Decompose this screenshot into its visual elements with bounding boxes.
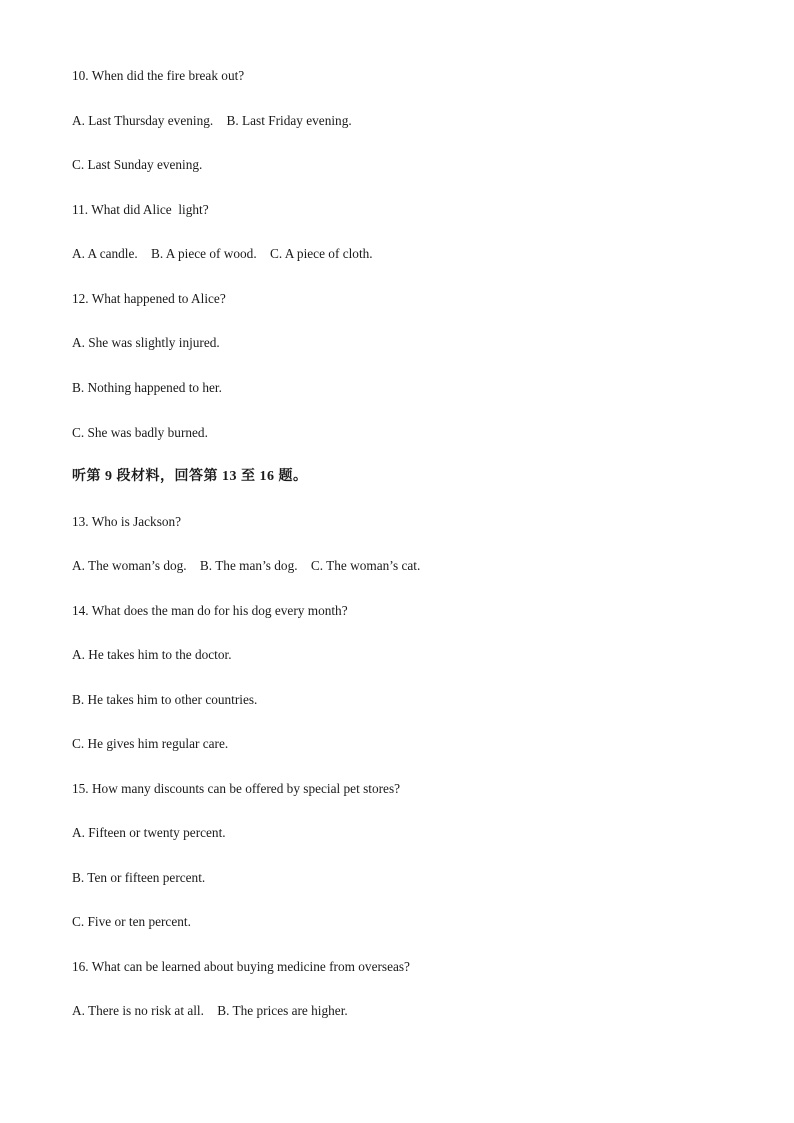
question-15: 15. How many discounts can be offered by special pet stores?	[72, 781, 401, 796]
option-12-c: C. She was badly burned.	[72, 425, 208, 440]
question-10: 10. When did the fire break out?	[72, 68, 245, 83]
option-12-a: A. She was slightly injured.	[72, 335, 220, 350]
option-14-c: C. He gives him regular care.	[72, 736, 229, 751]
option-14-a: A. He takes him to the doctor.	[72, 647, 232, 662]
options-10-ab: A. Last Thursday evening. B. Last Friday evening.	[72, 113, 352, 128]
option-10-c: C. Last Sunday evening.	[72, 157, 203, 172]
question-13: 13. Who is Jackson?	[72, 514, 182, 529]
option-15-b: B. Ten or fifteen percent.	[72, 870, 206, 885]
question-14: 14. What does the man do for his dog every month?	[72, 603, 348, 618]
options-16-ab: A. There is no risk at all. B. The prices are higher.	[72, 1003, 348, 1018]
question-16: 16. What can be learned about buying medicine from overseas?	[72, 959, 410, 974]
section-heading: 听第 9 段材料，回答第 13 至 16 题。	[72, 469, 308, 484]
question-11: 11. What did Alice light?	[72, 202, 209, 217]
options-13: A. The woman’s dog. B. The man’s dog. C. The woman’s cat.	[72, 558, 421, 573]
question-12: 12. What happened to Alice?	[72, 291, 226, 306]
option-15-a: A. Fifteen or twenty percent.	[72, 825, 226, 840]
options-11: A. A candle. B. A piece of wood. C. A piece of cloth.	[72, 246, 373, 261]
option-14-b: B. He takes him to other countries.	[72, 692, 258, 707]
option-15-c: C. Five or ten percent.	[72, 914, 191, 929]
option-12-b: B. Nothing happened to her.	[72, 380, 222, 395]
